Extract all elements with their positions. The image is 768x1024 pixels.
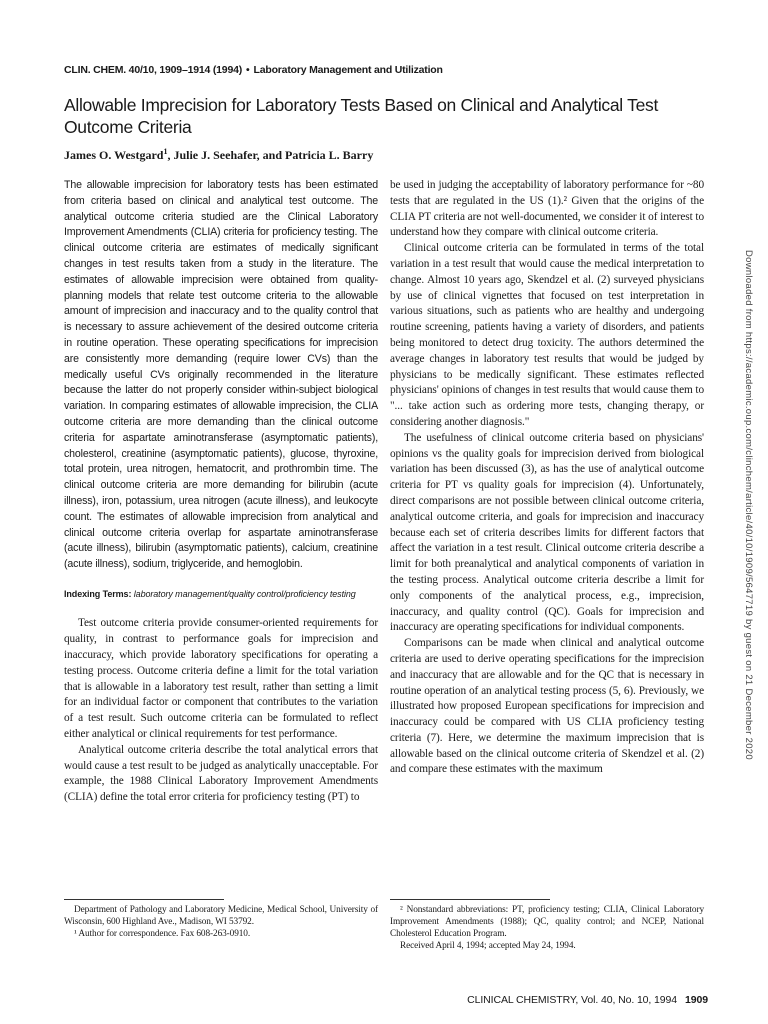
footnote-2: ² Nonstandard abbreviations: PT, proficiency testing; CLIA, Clinical Laboratory Improvement Amendments (1988); QC, quality control; and NCEP, National Cholesterol Education Program. [390, 905, 704, 939]
download-watermark [742, 250, 756, 770]
author-1: James O. Westgard [64, 148, 164, 162]
received-date: Received April 4, 1994; accepted May 24, 1994. [400, 941, 576, 951]
page-number: 1909 [685, 994, 708, 1006]
body-paragraph: The usefulness of clinical outcome criteria based on physicians' opinions vs the quality goals for imprecision derived from biological variation has been discussed (3), as has the use of analytical outcome criteria for PT vs quality goals for imprecision (4). Unfortunately, direct comparisons are not possible between clinical outcome criteria, analytical outcome criteria, and goals for imprecision and inaccuracy because each set of criteria describes limits for different factors that affect the variation in a test result. Clinical outcome criteria describe a limit for both preanalytical and analytical components of variation in the testing process. Analytical outcome criteria describe a limit for only components of the analytical process, e.g., imprecision, inaccuracy, and quality control (QC). Goals for imprecision and inaccuracy are operating specifications for individual components. [390, 431, 704, 634]
indexing-terms [64, 588, 378, 601]
footnote-divider [390, 899, 550, 900]
journal-citation: CLIN. CHEM. 40/10, 1909–1914 (1994) [64, 64, 243, 76]
body-paragraph: Clinical outcome criteria can be formulated in terms of the total variation in a test result that would cause the medical interpretation to change. Almost 10 years ago, Skendzel et al. (2) surveyed physicians by use of clinical vignettes that focused on test interpretation in various situations, such as patients who are healthy and undergoing routine screening, patients having a variety of disorders, and patients being monitored to detect drug toxicity. The authors determined the average changes in laboratory test results that would be judged by physicians to be medically significant. These estimates reflected physicians' opinions of changes in test results that would cause them to "... take action such as ordering more tests, changing therapy, or considering another diagnosis." [390, 242, 704, 428]
article-title: Allowable Imprecision for Laboratory Tests Based on Clinical and Analytical Test Outcome Criteria [64, 95, 659, 137]
body-paragraph: be used in judging the acceptability of laboratory performance for ~80 tests that are regulated in the US (1).² Given that the origins of the CLIA PT criteria are not well-documented, we consider it of interest to understand how they compare with clinical outcome criteria. [390, 179, 704, 239]
left-column [64, 178, 378, 806]
body-paragraph: Comparisons can be made when clinical and analytical outcome criteria are used to derive operating specifications for the imprecision and inaccuracy that are allowable and for the QC that is necessary in routine operation of an analytical testing process (5, 6). Previously, we illustrated how proposed European specifications for imprecision and inaccuracy could be compared with US CLIA proficiency testing criteria (7). Here, we determine the maximum imprecision that is allowable based on the clinical outcome criteria of Skendzel et al. (2) and compare these estimates with the maximum [390, 637, 704, 776]
affiliation-note: Department of Pathology and Laboratory Medicine, Medical School, University of Wisconsin, 600 Highland Ave., Madison, WI 53792. [64, 905, 378, 927]
author-1-footnote-mark: 1 [163, 147, 168, 156]
other-authors: , Julie J. Seehafer, and Patricia L. Barry [167, 148, 374, 162]
abstract: The allowable imprecision for laboratory tests has been estimated from criteria based on clinical and analytical test outcome. The analytical outcome criteria studied are the Clinical Laboratory Improvement Amendments (CLIA) criteria for proficiency testing. The clinical outcome criteria are estimates of medically significant changes in test results taken from a study in the literature. The estimates of allowable imprecision were obtained from quality-planning models that relate test outcome criteria to the allowable amount of imprecision and inaccuracy and to the quality control that is necessary to assure achievement of the desired outcome criteria in routine operation. These operating specifications for imprecision are consistently more demanding (require lower CVs) than the medically useful CVs originally recommended in the literature because the latter do not properly consider within-subject biological variation. In comparing estimates of allowable imprecision, the CLIA outcome criteria are more demanding than the clinical outcome criteria for aspartate aminotransferase (asymptomatic patients), cholesterol, creatinine (asymptomatic patients), glucose, thyroxine, total protein, urea nitrogen, hematocrit, and prothrombin time. The clinical outcome criteria are more demanding for bilirubin (acute illness), iron, potassium, urea nitrogen (acute illness), and leukocyte count. The estimates of allowable imprecision from analytical and clinical outcome criteria overlap for aspartate aminotransferase (acute illness), bilirubin (asymptomatic patients), calcium, creatinine (acute illness), sodium, triglyceride, and hemoglobin. [64, 179, 378, 571]
download-notice: Downloaded from https://academic.oup.com/clinchem/article/40/10/1909/5647719 by guest on 21 December 2020 [743, 250, 754, 760]
author-list [64, 147, 704, 163]
page-footer [430, 994, 708, 1006]
indexing-term-list: laboratory management/quality control/proficiency testing [133, 588, 356, 599]
footnote-1: ¹ Author for correspondence. Fax 608-263-0910. [74, 929, 251, 939]
body-paragraph: Test outcome criteria provide consumer-oriented requirements for quality, in contrast to performance goals for imprecision and inaccuracy, which provide laboratory specifications for operating a testing process. Outcome criteria define a limit for the total variation that is allowable in a laboratory test result, rather than setting a limit for an individual factor or component that contributes to the variation of a test result. Such outcome criteria can be formulated to reflect either analytical or clinical requirements for test performance. [64, 617, 378, 740]
right-column [390, 178, 704, 778]
running-header [64, 64, 704, 76]
indexing-label: Indexing Terms: [64, 588, 132, 599]
body-paragraph: Analytical outcome criteria describe the total analytical errors that would cause a test result to be judged as analytically unacceptable. For example, the 1988 Clinical Laboratory Improvement Amendments (CLIA) define the total error criteria for proficiency testing (PT) to [64, 743, 378, 804]
footnote-divider [64, 899, 224, 900]
footnotes-right [390, 904, 704, 952]
header-bullet: • [246, 64, 250, 76]
footer-journal: CLINICAL CHEMISTRY, Vol. 40, No. 10, 1994 [467, 994, 678, 1006]
footnotes-left [64, 904, 378, 940]
section-name: Laboratory Management and Utilization [253, 64, 443, 76]
